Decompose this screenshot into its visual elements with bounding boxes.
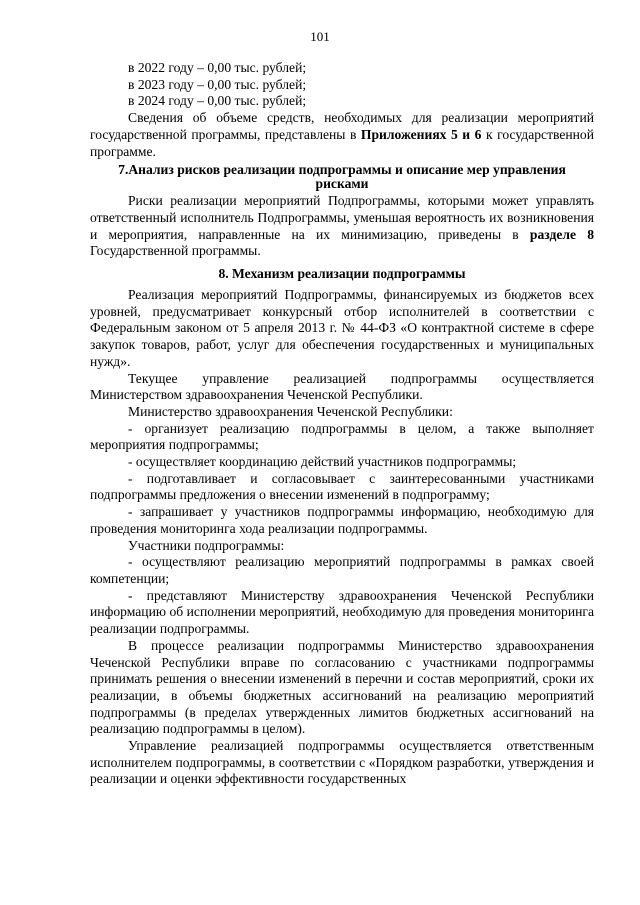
list-item: - осуществляет координацию действий участников подпрограммы; xyxy=(128,454,517,470)
funding-line-2022: в 2022 году – 0,00 тыс. рублей; xyxy=(128,60,307,75)
section-8-paragraph: Участники подпрограммы: xyxy=(128,537,285,553)
section-7-text: Риски реализации мероприятий Подпрограммы, которыми может управлять ответственный исполнитель Подпрограммы, уменьшая вероятность их возникновения и мероприятия, направленные на их минимизацию, приведены в xyxy=(90,193,594,242)
funding-line-2024: в 2024 году – 0,00 тыс. рублей; xyxy=(128,93,307,109)
section-8-paragraph: Министерство здравоохранения Чеченской Республики: xyxy=(128,403,453,419)
section-8-reference: разделе 8 xyxy=(529,226,595,242)
document-body xyxy=(90,60,594,788)
section-7-text-end: Государственной программы. xyxy=(90,243,261,259)
section-7-heading: 7.Анализ рисков реализации подпрограммы и описание мер управления рисками xyxy=(118,162,566,192)
section-8-heading: 8. Механизм реализации подпрограммы xyxy=(218,266,466,282)
list-item: - подготавливает и согласовывает с заинтересованными участниками подпрограммы предложения о внесении изменений в подпрограмму; xyxy=(90,470,594,503)
section-8-paragraph: Управление реализацией подпрограммы осуществляется ответственным исполнителем подпрограммы, в соответствии с «Порядком разработки, утверждения и реализации и оценки эффективности государственных xyxy=(90,738,594,787)
funding-info-text: Сведения об объеме средств, необходимых для реализации мероприятий государственной программы, представлены в xyxy=(90,110,594,142)
list-item: - представляют Министерству здравоохранения Чеченской Республики информацию об исполнении мероприятий, необходимую для проведения мониторинга реализации подпрограммы. xyxy=(90,587,594,637)
appendix-reference: Приложениях 5 и 6 xyxy=(360,126,482,142)
page-number: 101 xyxy=(310,29,330,44)
section-7-paragraph xyxy=(90,193,594,260)
funding-info-text-end: к государственной программе. xyxy=(90,126,594,159)
list-item: - запрашивает у участников подпрограммы информацию, необходимую для проведения мониторинга хода реализации подпрограммы. xyxy=(90,504,594,536)
section-8-paragraph: В процессе реализации подпрограммы Министерство здравоохранения Чеченской Республики вправе по согласованию с участниками подпрограммы принимать решения о внесении изменений в перечни и состав мероприятий, сроки их реализации, в объемы бюджетных ассигнований на реализацию мероприятий подпрограммы (в пределах утвержденных лимитов бюджетных ассигнований на реализацию подпрограммы в целом). xyxy=(90,637,594,737)
list-item: - организует реализацию подпрограммы в целом, а также выполняет мероприятия подпрограммы; xyxy=(90,420,594,453)
section-8-paragraph: Реализация мероприятий Подпрограммы, финансируемых из бюджетов всех уровней, предусматривает конкурсный отбор исполнителей в соответствии с Федеральным законом от 5 апреля 2013 г. № 44-ФЗ «О контрактной системе в сфере закупок товаров, работ, услуг для обеспечения государственных и муниципальных нужд». xyxy=(90,287,594,369)
funding-line-2023: в 2023 году – 0,00 тыс. рублей; xyxy=(128,76,307,92)
section-8-paragraph: Текущее управление реализацией подпрограммы осуществляется Министерством здравоохранения Чеченской Республики. xyxy=(90,370,594,403)
list-item: - осуществляют реализацию мероприятий подпрограммы в рамках своей компетенции; xyxy=(90,554,594,586)
funding-info-paragraph xyxy=(90,110,594,160)
